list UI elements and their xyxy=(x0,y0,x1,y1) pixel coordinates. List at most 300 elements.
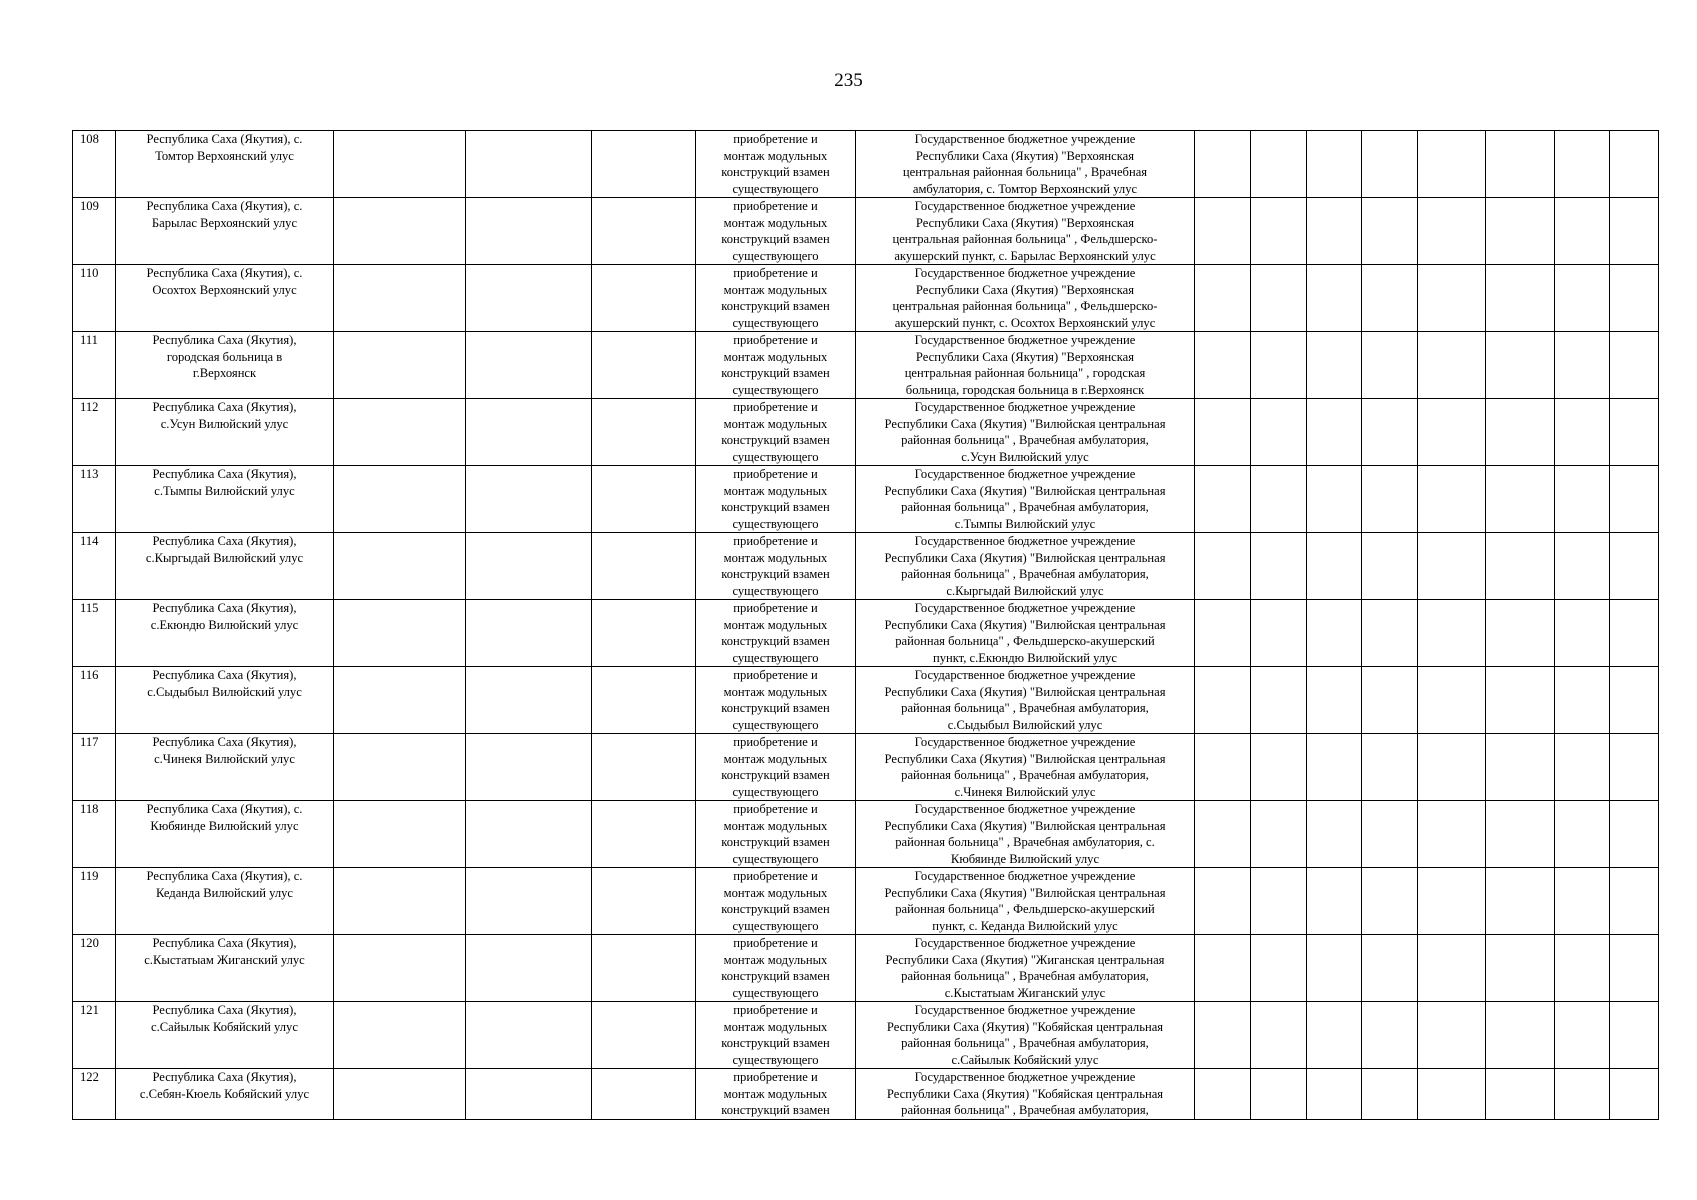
action-cell-text: приобретение и монтаж модульных конструкций взамен существующего xyxy=(721,936,830,1000)
row-number-text: 112 xyxy=(80,400,99,414)
empty-cell xyxy=(1418,265,1486,332)
row-number-text: 118 xyxy=(80,802,99,816)
table-row xyxy=(73,600,1659,667)
table-row xyxy=(73,399,1659,466)
empty-cell xyxy=(1362,667,1418,734)
action-cell xyxy=(696,466,856,533)
location-cell-text: Республика Саха (Якутия), городская больница в г.Верхоянск xyxy=(152,333,297,380)
institution-cell xyxy=(856,198,1195,265)
empty-cell xyxy=(592,801,696,868)
empty-cell xyxy=(334,265,466,332)
row-number-text: 111 xyxy=(80,333,98,347)
empty-cell xyxy=(1486,868,1555,935)
empty-cell xyxy=(466,935,592,1002)
table-row xyxy=(73,868,1659,935)
empty-cell xyxy=(1362,198,1418,265)
table-row xyxy=(73,265,1659,332)
institution-cell-text: Государственное бюджетное учреждение Республики Саха (Якутия) "Вилюйская центральная районная больница" , Врачебная амбулатория, с.Кыргыдай Вилюйский улус xyxy=(884,534,1166,598)
institution-cell-text: Государственное бюджетное учреждение Республики Саха (Якутия) "Вилюйская центральная районная больница" , Фельдшерско-акушерский пункт, с.Екюндю Вилюйский улус xyxy=(884,601,1166,665)
location-cell xyxy=(116,399,334,466)
action-cell-text: приобретение и монтаж модульных конструкций взамен существующего xyxy=(721,802,830,866)
location-cell-text: Республика Саха (Якутия), с.Тымпы Вилюйский улус xyxy=(152,467,297,498)
empty-cell xyxy=(1307,466,1362,533)
empty-cell xyxy=(1486,801,1555,868)
empty-cell xyxy=(1486,533,1555,600)
row-number xyxy=(73,533,116,600)
row-number-text: 110 xyxy=(80,266,99,280)
empty-cell xyxy=(1610,935,1659,1002)
empty-cell xyxy=(592,868,696,935)
empty-cell xyxy=(1610,399,1659,466)
empty-cell xyxy=(334,198,466,265)
empty-cell xyxy=(1418,198,1486,265)
empty-cell xyxy=(1195,667,1251,734)
institution-cell xyxy=(856,734,1195,801)
empty-cell xyxy=(1418,399,1486,466)
empty-cell xyxy=(1307,265,1362,332)
action-cell xyxy=(696,600,856,667)
institution-cell-text: Государственное бюджетное учреждение Республики Саха (Якутия) "Вилюйская центральная районная больница" , Фельдшерско-акушерский пункт, с. Кеданда Вилюйский улус xyxy=(884,869,1166,933)
empty-cell xyxy=(1195,332,1251,399)
row-number-text: 120 xyxy=(80,936,99,950)
action-cell-text: приобретение и монтаж модульных конструкций взамен существующего xyxy=(721,266,830,330)
action-cell xyxy=(696,1069,856,1120)
empty-cell xyxy=(592,131,696,198)
empty-cell xyxy=(466,1002,592,1069)
empty-cell xyxy=(1418,332,1486,399)
institution-cell xyxy=(856,265,1195,332)
location-cell xyxy=(116,1069,334,1120)
empty-cell xyxy=(592,533,696,600)
location-cell-text: Республика Саха (Якутия), с. Осохтох Верхоянский улус xyxy=(146,266,303,297)
empty-cell xyxy=(1195,466,1251,533)
empty-cell xyxy=(1610,533,1659,600)
empty-cell xyxy=(1307,1069,1362,1120)
institution-cell-text: Государственное бюджетное учреждение Республики Саха (Якутия) "Верхоянская центральная районная больница" , Фельдшерско- акушерский пункт, с. Барылас Верхоянский улус xyxy=(892,199,1158,263)
empty-cell xyxy=(1555,466,1610,533)
empty-cell xyxy=(466,332,592,399)
empty-cell xyxy=(1307,399,1362,466)
empty-cell xyxy=(1307,801,1362,868)
row-number xyxy=(73,734,116,801)
table-row xyxy=(73,332,1659,399)
action-cell xyxy=(696,265,856,332)
institution-cell xyxy=(856,533,1195,600)
action-cell-text: приобретение и монтаж модульных конструкций взамен существующего xyxy=(721,467,830,531)
table-body xyxy=(73,131,1659,1120)
table-row xyxy=(73,667,1659,734)
empty-cell xyxy=(334,734,466,801)
location-cell-text: Республика Саха (Якутия), с. Барылас Верхоянский улус xyxy=(146,199,303,230)
empty-cell xyxy=(1555,265,1610,332)
location-cell xyxy=(116,533,334,600)
empty-cell xyxy=(1307,734,1362,801)
table-row xyxy=(73,935,1659,1002)
institution-cell-text: Государственное бюджетное учреждение Республики Саха (Якутия) "Кобяйская центральная районная больница" , Врачебная амбулатория, с.Сайылык Кобяйский улус xyxy=(886,1003,1164,1067)
institution-cell-text: Государственное бюджетное учреждение Республики Саха (Якутия) "Вилюйская центральная районная больница" , Врачебная амбулатория, с.Тымпы Вилюйский улус xyxy=(884,467,1166,531)
location-cell xyxy=(116,600,334,667)
empty-cell xyxy=(1251,533,1307,600)
empty-cell xyxy=(592,734,696,801)
location-cell-text: Республика Саха (Якутия), с.Кыргыдай Вилюйский улус xyxy=(145,534,304,565)
institution-cell xyxy=(856,332,1195,399)
table-row xyxy=(73,533,1659,600)
empty-cell xyxy=(1610,667,1659,734)
table-row xyxy=(73,801,1659,868)
location-cell-text: Республика Саха (Якутия), с.Сыдыбыл Вилюйский улус xyxy=(147,668,302,699)
empty-cell xyxy=(1362,1069,1418,1120)
empty-cell xyxy=(1195,935,1251,1002)
empty-cell xyxy=(1418,667,1486,734)
location-cell-text: Республика Саха (Якутия), с. Томтор Верхоянский улус xyxy=(146,132,303,163)
institution-cell-text: Государственное бюджетное учреждение Республики Саха (Якутия) "Вилюйская центральная районная больница" , Врачебная амбулатория, с.Усун Вилюйский улус xyxy=(884,400,1166,464)
row-number xyxy=(73,1002,116,1069)
empty-cell xyxy=(592,1069,696,1120)
action-cell xyxy=(696,734,856,801)
empty-cell xyxy=(1555,935,1610,1002)
empty-cell xyxy=(334,533,466,600)
table-row xyxy=(73,734,1659,801)
row-number xyxy=(73,1069,116,1120)
empty-cell xyxy=(1362,801,1418,868)
institution-cell xyxy=(856,399,1195,466)
empty-cell xyxy=(1418,1002,1486,1069)
empty-cell xyxy=(1418,935,1486,1002)
empty-cell xyxy=(334,332,466,399)
empty-cell xyxy=(1251,600,1307,667)
empty-cell xyxy=(1251,801,1307,868)
empty-cell xyxy=(1362,734,1418,801)
empty-cell xyxy=(1362,265,1418,332)
empty-cell xyxy=(1610,868,1659,935)
empty-cell xyxy=(1362,399,1418,466)
row-number-text: 115 xyxy=(80,601,99,615)
institution-cell xyxy=(856,1069,1195,1120)
action-cell-text: приобретение и монтаж модульных конструкций взамен существующего xyxy=(721,668,830,732)
table-row xyxy=(73,1002,1659,1069)
row-number-text: 122 xyxy=(80,1070,99,1084)
action-cell-text: приобретение и монтаж модульных конструкций взамен существующего xyxy=(721,333,830,397)
empty-cell xyxy=(1555,198,1610,265)
row-number-text: 119 xyxy=(80,869,99,883)
empty-cell xyxy=(1610,131,1659,198)
empty-cell xyxy=(1251,1002,1307,1069)
institution-cell-text: Государственное бюджетное учреждение Республики Саха (Якутия) "Вилюйская центральная районная больница" , Врачебная амбулатория, с.Чинекя Вилюйский улус xyxy=(884,735,1166,799)
location-cell xyxy=(116,801,334,868)
empty-cell xyxy=(466,801,592,868)
empty-cell xyxy=(334,1069,466,1120)
empty-cell xyxy=(1195,399,1251,466)
empty-cell xyxy=(1555,600,1610,667)
row-number-text: 109 xyxy=(80,199,99,213)
action-cell xyxy=(696,667,856,734)
empty-cell xyxy=(1251,466,1307,533)
institution-cell xyxy=(856,667,1195,734)
empty-cell xyxy=(1195,1069,1251,1120)
empty-cell xyxy=(466,265,592,332)
empty-cell xyxy=(1486,466,1555,533)
institution-cell xyxy=(856,801,1195,868)
empty-cell xyxy=(592,198,696,265)
action-cell-text: приобретение и монтаж модульных конструкций взамен существующего xyxy=(721,735,830,799)
empty-cell xyxy=(1307,332,1362,399)
empty-cell xyxy=(1307,667,1362,734)
empty-cell xyxy=(1486,1069,1555,1120)
institution-cell xyxy=(856,600,1195,667)
empty-cell xyxy=(1251,1069,1307,1120)
location-cell-text: Республика Саха (Якутия), с.Сайылык Кобяйский улус xyxy=(151,1003,298,1034)
empty-cell xyxy=(1418,131,1486,198)
empty-cell xyxy=(1307,600,1362,667)
empty-cell xyxy=(1195,600,1251,667)
empty-cell xyxy=(1307,533,1362,600)
empty-cell xyxy=(1195,868,1251,935)
empty-cell xyxy=(1555,734,1610,801)
action-cell-text: приобретение и монтаж модульных конструкций взамен существующего xyxy=(721,199,830,263)
row-number xyxy=(73,868,116,935)
action-cell xyxy=(696,131,856,198)
facilities-table xyxy=(72,130,1659,1120)
empty-cell xyxy=(1418,868,1486,935)
empty-cell xyxy=(466,600,592,667)
action-cell xyxy=(696,533,856,600)
location-cell-text: Республика Саха (Якутия), с.Кыстатыам Жиганский улус xyxy=(144,936,305,967)
action-cell xyxy=(696,1002,856,1069)
empty-cell xyxy=(1555,533,1610,600)
location-cell xyxy=(116,198,334,265)
empty-cell xyxy=(1251,734,1307,801)
institution-cell-text: Государственное бюджетное учреждение Республики Саха (Якутия) "Вилюйская центральная районная больница" , Врачебная амбулатория, с. Кюбяинде Вилюйский улус xyxy=(884,802,1166,866)
location-cell xyxy=(116,131,334,198)
institution-cell xyxy=(856,868,1195,935)
row-number xyxy=(73,399,116,466)
empty-cell xyxy=(1362,466,1418,533)
empty-cell xyxy=(1486,734,1555,801)
empty-cell xyxy=(1555,667,1610,734)
empty-cell xyxy=(1555,399,1610,466)
empty-cell xyxy=(1307,868,1362,935)
empty-cell xyxy=(1486,399,1555,466)
location-cell-text: Республика Саха (Якутия), с. Кеданда Вилюйский улус xyxy=(146,869,303,900)
empty-cell xyxy=(466,131,592,198)
institution-cell-text: Государственное бюджетное учреждение Республики Саха (Якутия) "Вилюйская центральная районная больница" , Врачебная амбулатория, с.Сыдыбыл Вилюйский улус xyxy=(884,668,1166,732)
empty-cell xyxy=(1486,131,1555,198)
empty-cell xyxy=(334,131,466,198)
empty-cell xyxy=(1555,131,1610,198)
row-number xyxy=(73,131,116,198)
action-cell-text: приобретение и монтаж модульных конструкций взамен существующего xyxy=(721,1003,830,1067)
empty-cell xyxy=(1195,131,1251,198)
row-number-text: 113 xyxy=(80,467,99,481)
empty-cell xyxy=(1307,131,1362,198)
empty-cell xyxy=(334,399,466,466)
empty-cell xyxy=(1195,198,1251,265)
row-number xyxy=(73,198,116,265)
empty-cell xyxy=(1251,868,1307,935)
row-number xyxy=(73,600,116,667)
empty-cell xyxy=(592,667,696,734)
empty-cell xyxy=(1610,265,1659,332)
action-cell xyxy=(696,198,856,265)
institution-cell-text: Государственное бюджетное учреждение Республики Саха (Якутия) "Верхоянская центральная районная больница" , Врачебная амбулатория, с. Томтор Верхоянский улус xyxy=(902,132,1148,196)
empty-cell xyxy=(1251,131,1307,198)
institution-cell-text: Государственное бюджетное учреждение Республики Саха (Якутия) "Верхоянская центральная районная больница" , Фельдшерско- акушерский пункт, с. Осохтох Верхоянский улус xyxy=(892,266,1158,330)
table-row xyxy=(73,131,1659,198)
location-cell xyxy=(116,466,334,533)
empty-cell xyxy=(592,1002,696,1069)
institution-cell-text: Государственное бюджетное учреждение Республики Саха (Якутия) "Верхоянская центральная районная больница" , городская больница, городская больница в г.Верхоянск xyxy=(904,333,1146,397)
empty-cell xyxy=(1251,935,1307,1002)
empty-cell xyxy=(1362,332,1418,399)
action-cell xyxy=(696,332,856,399)
empty-cell xyxy=(1251,399,1307,466)
empty-cell xyxy=(1418,734,1486,801)
action-cell-text: приобретение и монтаж модульных конструкций взамен существующего xyxy=(721,601,830,665)
row-number xyxy=(73,935,116,1002)
table-row xyxy=(73,1069,1659,1120)
row-number-text: 121 xyxy=(80,1003,99,1017)
location-cell xyxy=(116,734,334,801)
action-cell xyxy=(696,801,856,868)
empty-cell xyxy=(1486,1002,1555,1069)
empty-cell xyxy=(1251,332,1307,399)
empty-cell xyxy=(1555,801,1610,868)
action-cell xyxy=(696,935,856,1002)
location-cell xyxy=(116,1002,334,1069)
empty-cell xyxy=(1362,868,1418,935)
empty-cell xyxy=(1418,533,1486,600)
empty-cell xyxy=(1555,1069,1610,1120)
action-cell-text: приобретение и монтаж модульных конструкций взамен xyxy=(721,1070,830,1117)
empty-cell xyxy=(592,600,696,667)
empty-cell xyxy=(1251,198,1307,265)
empty-cell xyxy=(1610,600,1659,667)
empty-cell xyxy=(1307,198,1362,265)
empty-cell xyxy=(1610,801,1659,868)
row-number xyxy=(73,265,116,332)
empty-cell xyxy=(1610,332,1659,399)
location-cell xyxy=(116,935,334,1002)
institution-cell xyxy=(856,1002,1195,1069)
empty-cell xyxy=(1307,935,1362,1002)
empty-cell xyxy=(592,466,696,533)
empty-cell xyxy=(1418,600,1486,667)
location-cell-text: Республика Саха (Якутия), с.Усун Вилюйский улус xyxy=(152,400,297,431)
empty-cell xyxy=(334,667,466,734)
action-cell-text: приобретение и монтаж модульных конструкций взамен существующего xyxy=(721,400,830,464)
empty-cell xyxy=(466,533,592,600)
location-cell-text: Республика Саха (Якутия), с. Кюбяинде Вилюйский улус xyxy=(146,802,303,833)
empty-cell xyxy=(1486,332,1555,399)
empty-cell xyxy=(1486,265,1555,332)
row-number-text: 116 xyxy=(80,668,99,682)
empty-cell xyxy=(1610,734,1659,801)
empty-cell xyxy=(466,734,592,801)
empty-cell xyxy=(1610,1069,1659,1120)
empty-cell xyxy=(334,801,466,868)
empty-cell xyxy=(1486,935,1555,1002)
empty-cell xyxy=(1418,466,1486,533)
empty-cell xyxy=(1486,600,1555,667)
empty-cell xyxy=(1486,198,1555,265)
action-cell xyxy=(696,399,856,466)
page-number: 235 xyxy=(834,70,863,91)
action-cell-text: приобретение и монтаж модульных конструкций взамен существующего xyxy=(721,534,830,598)
empty-cell xyxy=(466,1069,592,1120)
empty-cell xyxy=(466,466,592,533)
empty-cell xyxy=(334,868,466,935)
empty-cell xyxy=(466,868,592,935)
institution-cell xyxy=(856,131,1195,198)
row-number xyxy=(73,801,116,868)
empty-cell xyxy=(1195,1002,1251,1069)
empty-cell xyxy=(1362,131,1418,198)
row-number xyxy=(73,332,116,399)
empty-cell xyxy=(334,600,466,667)
table-row xyxy=(73,466,1659,533)
location-cell xyxy=(116,332,334,399)
empty-cell xyxy=(1418,1069,1486,1120)
empty-cell xyxy=(334,466,466,533)
location-cell xyxy=(116,868,334,935)
institution-cell xyxy=(856,466,1195,533)
row-number-text: 114 xyxy=(80,534,99,548)
empty-cell xyxy=(1195,265,1251,332)
row-number xyxy=(73,667,116,734)
empty-cell xyxy=(592,332,696,399)
empty-cell xyxy=(1362,600,1418,667)
row-number xyxy=(73,466,116,533)
empty-cell xyxy=(592,935,696,1002)
location-cell-text: Республика Саха (Якутия), с.Себян-Кюель Кобяйский улус xyxy=(139,1070,310,1101)
empty-cell xyxy=(1418,801,1486,868)
row-number-text: 108 xyxy=(80,132,99,146)
location-cell xyxy=(116,667,334,734)
action-cell xyxy=(696,868,856,935)
empty-cell xyxy=(1555,332,1610,399)
location-cell-text: Республика Саха (Якутия), с.Екюндю Вилюйский улус xyxy=(150,601,299,632)
empty-cell xyxy=(334,1002,466,1069)
location-cell-text: Республика Саха (Якутия), с.Чинекя Вилюйский улус xyxy=(152,735,297,766)
location-cell xyxy=(116,265,334,332)
institution-cell-text: Государственное бюджетное учреждение Республики Саха (Якутия) "Жиганская центральная районная больница" , Врачебная амбулатория, с.Кыстатыам Жиганский улус xyxy=(885,936,1165,1000)
empty-cell xyxy=(1307,1002,1362,1069)
empty-cell xyxy=(1362,533,1418,600)
empty-cell xyxy=(1610,1002,1659,1069)
institution-cell xyxy=(856,935,1195,1002)
action-cell-text: приобретение и монтаж модульных конструкций взамен существующего xyxy=(721,869,830,933)
empty-cell xyxy=(466,667,592,734)
empty-cell xyxy=(592,399,696,466)
empty-cell xyxy=(1195,801,1251,868)
empty-cell xyxy=(466,198,592,265)
empty-cell xyxy=(1195,734,1251,801)
empty-cell xyxy=(1555,868,1610,935)
institution-cell-text: Государственное бюджетное учреждение Республики Саха (Якутия) "Кобяйская центральная районная больница" , Врачебная амбулатория, xyxy=(886,1070,1164,1117)
empty-cell xyxy=(1362,1002,1418,1069)
empty-cell xyxy=(1610,198,1659,265)
empty-cell xyxy=(334,935,466,1002)
table-row xyxy=(73,198,1659,265)
empty-cell xyxy=(1362,935,1418,1002)
empty-cell xyxy=(1195,533,1251,600)
action-cell-text: приобретение и монтаж модульных конструкций взамен существующего xyxy=(721,132,830,196)
empty-cell xyxy=(1251,265,1307,332)
empty-cell xyxy=(466,399,592,466)
row-number-text: 117 xyxy=(80,735,99,749)
empty-cell xyxy=(1555,1002,1610,1069)
empty-cell xyxy=(1610,466,1659,533)
